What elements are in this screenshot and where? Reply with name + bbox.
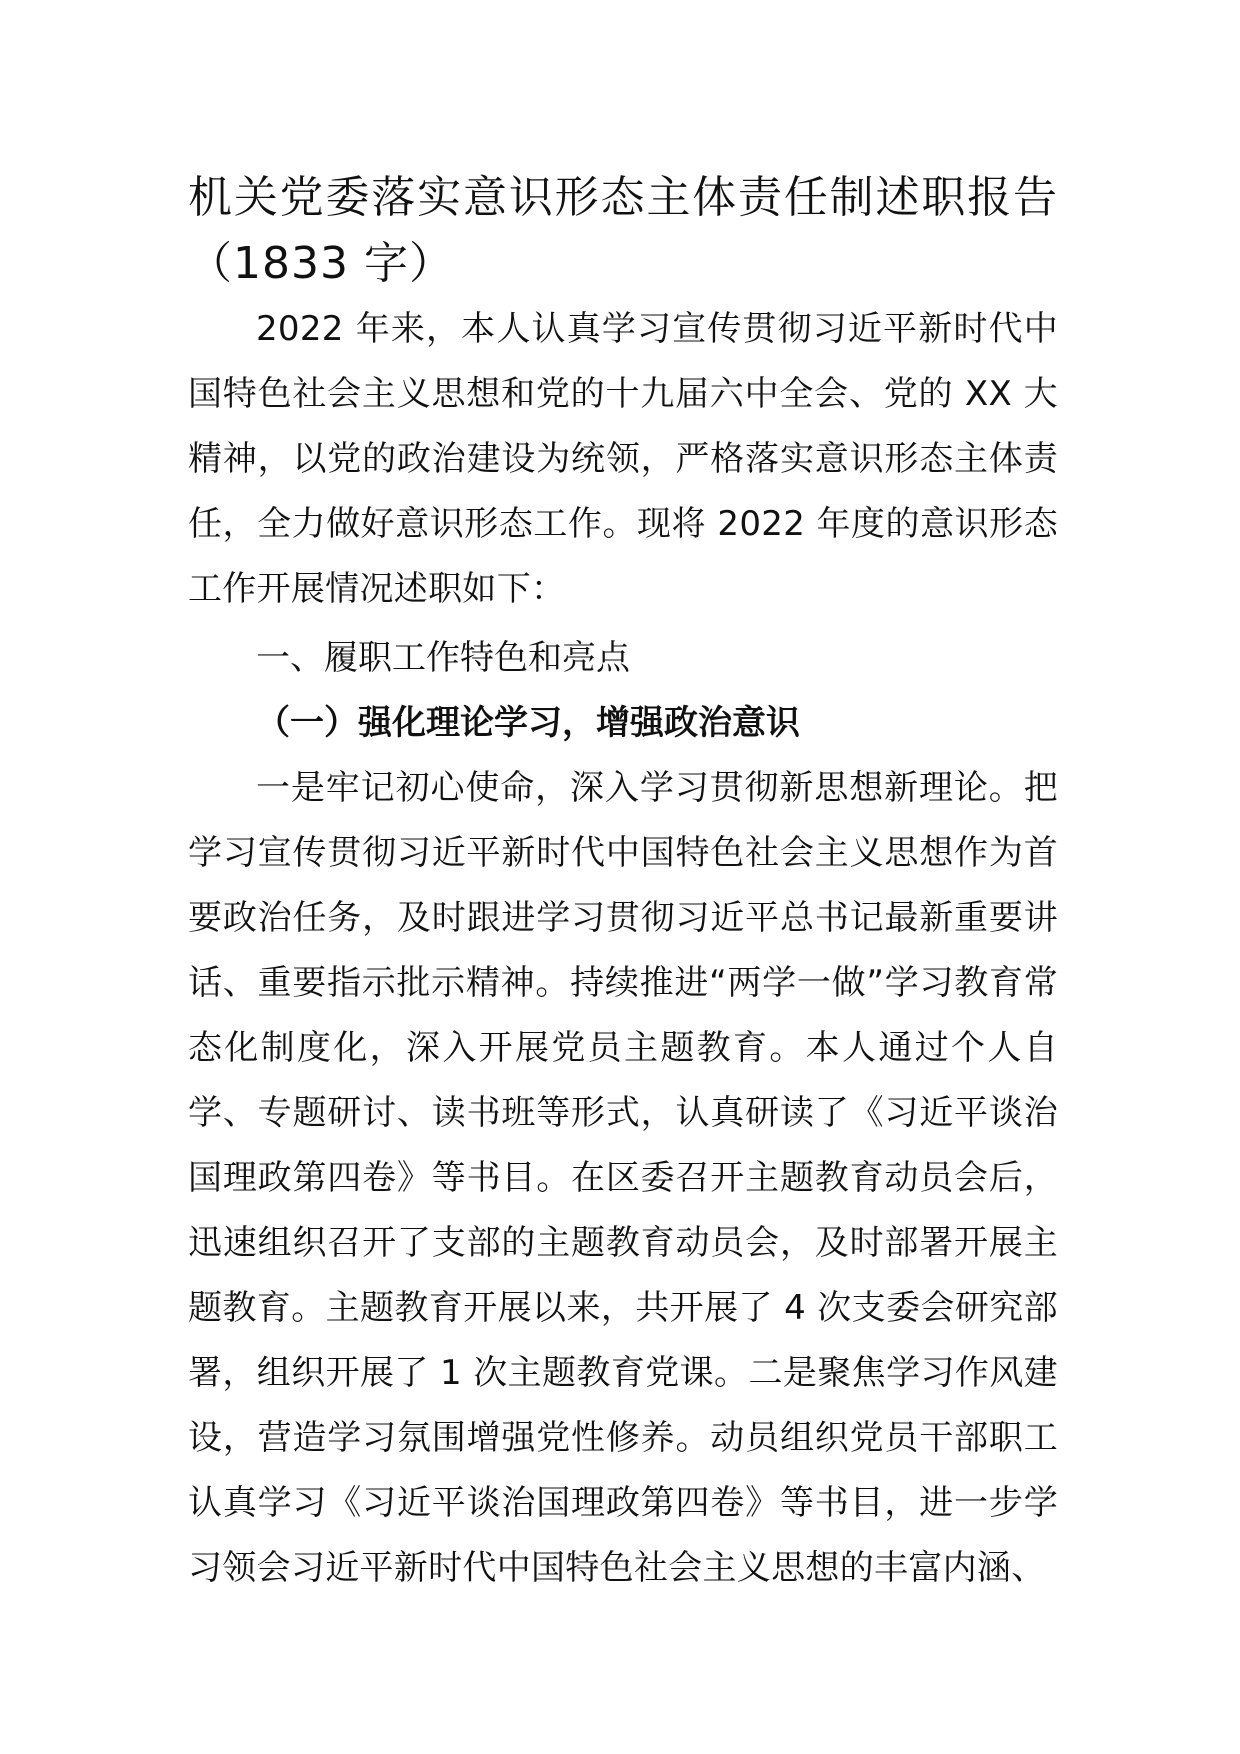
subsection-heading: （一）强化理论学习，增强政治意识 (256, 703, 800, 743)
document-page (188, 165, 1058, 1601)
document-title: 机关党委落实意识形态主体责任制述职报告（1833 字） (188, 172, 1058, 289)
body-paragraph: 一是牢记初心使命，深入学习贯彻新思想新理论。把学习宣传贯彻习近平新时代中国特色社会主义思想作为首要政治任务，及时跟进学习贯彻习近平总书记最新重要讲话、重要指示批示精神。持续推进“两学一做”学习教育常态化制度化，深入开展党员主题教育。本人通过个人自学、专题研讨、读书班等形式，认真研读了《习近平谈治国理政第四卷》等书目。在区委召开主题教育动员会后，迅速组织召开了支部的主题教育动员会，及时部署开展主题教育。主题教育开展以来，共开展了 4 次支委会研究部署，组织开展了 1 次主题教育党课。二是聚焦学习作风建设，营造学习氛围增强党性修养。动员组织党员干部职工认真学习《习近平谈治国理政第四卷》等书目，进一步学习领会习近平新时代中国特色社会主义思想的丰富内涵、 (188, 768, 1058, 1588)
section-heading: 一、履职工作特色和亮点 (256, 638, 630, 678)
intro-paragraph: 2022 年来，本人认真学习宣传贯彻习近平新时代中国特色社会主义思想和党的十九届六中全会、党的 XX 大精神，以党的政治建设为统领，严格落实意识形态主体责任，全力做好意识形态工作。现将 2022 年度的意识形态工作开展情况述职如下： (188, 309, 1058, 609)
